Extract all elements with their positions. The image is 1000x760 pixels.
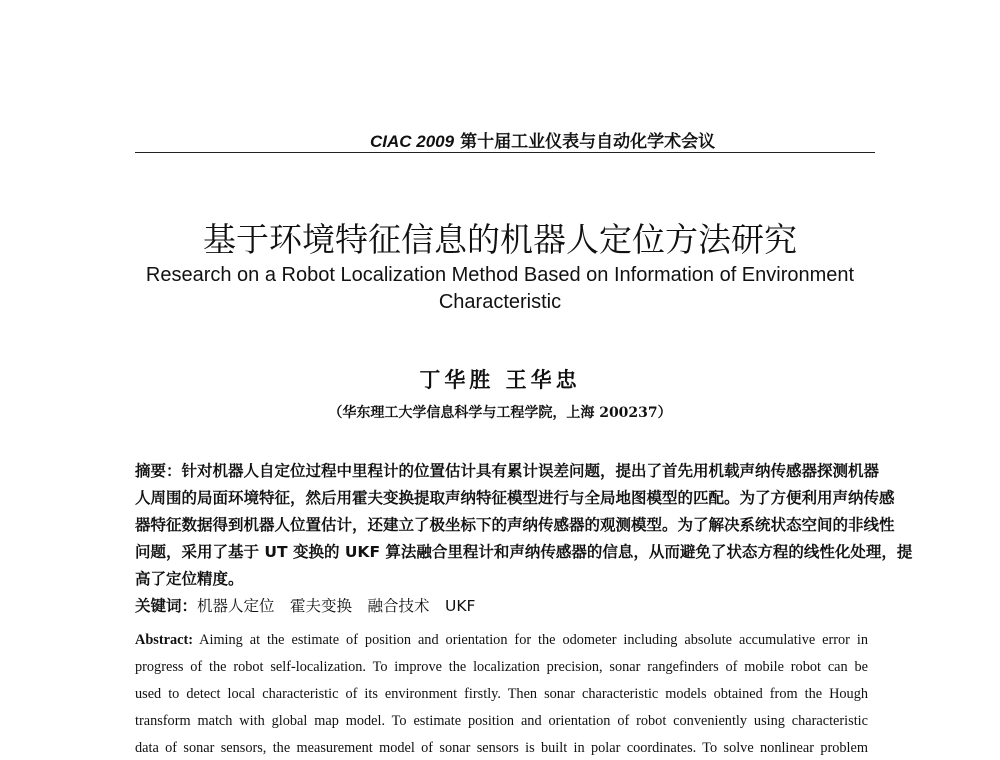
conference-name: 第十届工业仪表与自动化学术会议 — [460, 132, 716, 152]
keywords-label: 关键词： — [135, 597, 198, 615]
abstract-en-text: Aiming at the estimate of position and orientation for the odometer including absolute accumulative error in — [199, 632, 868, 648]
title-english-line-1: Research on a Robot Localization Method Based on Information of Environment — [145, 264, 855, 286]
abstract-en-line — [135, 632, 868, 649]
abstract-en-line: data of sonar sensors, the measurement model of sonar sensors is built in polar coordinates. To solve nonlinear problem — [135, 740, 868, 756]
keywords-cn — [135, 594, 868, 616]
header-rule — [135, 152, 875, 153]
keywords-value: 机器人定位 霍夫变换 融合技术 UKF — [197, 597, 476, 615]
abstract-cn-line: 高了定位精度。 — [135, 570, 244, 588]
title-chinese: 基于环境特征信息的机器人定位方法研究 — [203, 220, 797, 259]
abstract-cn-line: 问题，采用了基于 UT 变换的 UKF 算法融合里程计和声纳传感器的信息，从而避免了状态方程的线性化处理，提 — [135, 543, 913, 561]
abstract-cn-line: 器特征数据得到机器人位置估计，还建立了极坐标下的声纳传感器的观测模型。为了解决系统状态空间的非线性 — [135, 516, 895, 534]
abstract-en-label: Abstract: — [135, 632, 193, 648]
abstract-cn-line — [135, 459, 880, 481]
abstract-en-line: progress of the robot self-localization. To improve the localization precision, sonar rangefinders of mobile robot can be — [135, 659, 868, 675]
conference-logo: CIAC 2009 — [370, 132, 455, 151]
abstract-en-line: transform match with global map model. To estimate position and orientation of robot conveniently using characteristic — [135, 713, 868, 729]
authors: 丁华胜 王华忠 — [419, 367, 581, 392]
abstract-en-line: used to detect local characteristic of its environment firstly. Then sonar characteristic models obtained from the Hough — [135, 686, 868, 702]
running-header — [370, 127, 715, 152]
affiliation: （华东理工大学信息科学与工程学院，上海 200237） — [328, 405, 672, 421]
abstract-cn-text: 针对机器人自定位过程中里程计的位置估计具有累计误差问题，提出了首先用机载声纳传感器探测机器 — [181, 462, 880, 480]
abstract-cn-label: 摘要： — [135, 462, 182, 480]
abstract-cn-line: 人周围的局面环境特征，然后用霍夫变换提取声纳特征模型进行与全局地图模型的匹配。为了方便利用声纳传感 — [135, 489, 895, 507]
title-english-line-2: Characteristic — [438, 291, 562, 313]
